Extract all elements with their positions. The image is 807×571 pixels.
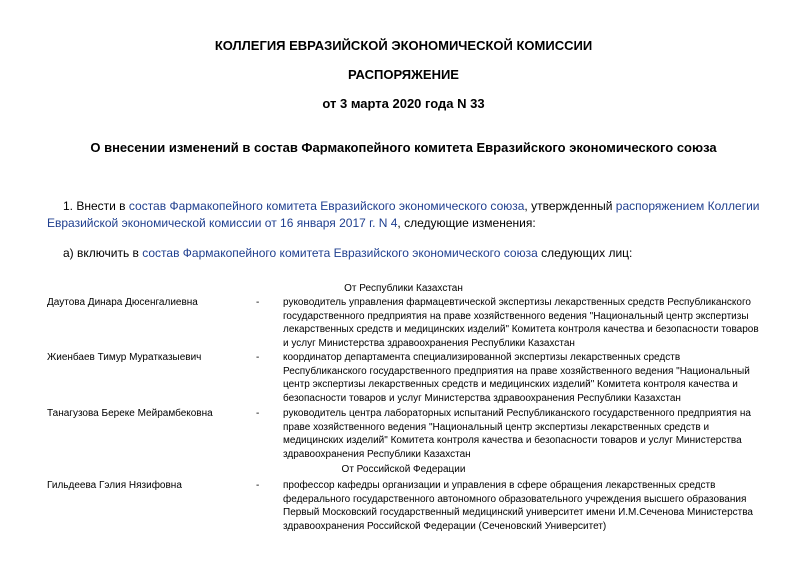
country-heading-russia: От Российской Федерации [341,464,466,475]
paragraph-2-text-b: следующих лиц: [537,246,633,260]
link-committee-composition-2[interactable]: состав Фармакопейного комитета Евразийского экономического союза [142,246,538,260]
document-title: О внесении изменений в состав Фармакопейного комитета Евразийского экономического союза [90,140,717,155]
country-heading-kazakhstan: От Республики Казахстан [344,283,463,294]
paragraph-1-text-b: , утвержденный [524,199,616,213]
member-position: профессор кафедры организации и управления в сфере обращения лекарственных средств федерального государственного автономного образовательного учреждения высшего образования Первый Московский государственный медицинский университет имени И.М.Сеченова Министерства здравоохранения Российской Федерации (Сеченовский Университет) [283,480,753,532]
member-position: руководитель управления фармацевтической экспертизы лекарственных средств Республиканского государственного предприятия на праве хозяйственного ведения "Национальный центр экспертизы лекарственных средств и медицинских изделий" Комитета контроля качества и безопасности товаров и услуг Министерства здравоохранения Республики Казахстан [283,297,759,349]
paragraph-1-text-a: 1. Внести в [63,199,129,213]
member-dash: - [256,297,260,308]
member-name: Жиенбаев Тимур Муратказыевич [47,352,202,363]
paragraph-2 [63,245,769,262]
paragraph-1-text-c: , следующие изменения: [397,216,536,230]
paragraph-2-text-a: а) включить в [63,246,143,260]
member-position: руководитель центра лабораторных испытаний Республиканского государственного предприятия на праве хозяйственного ведения "Национальный центр экспертизы лекарственных средств и медицинских изделий" Комитета контроля качества и безопасности товаров и услуг Министерства здравоохранения Республики Казахстан [283,408,751,460]
link-committee-composition[interactable]: состав Фармакопейного комитета Евразийского экономического союза [128,199,525,213]
paragraph-1 [47,198,769,232]
member-name: Гильдеева Гэлия Нязифовна [47,480,182,491]
member-position: координатор департамента специализированной экспертизы лекарственных средств Республиканского государственного предприятия на праве хозяйственного ведения "Национальный центр экспертизы лекарственных средств и медицинских изделий" Комитета контроля качества и безопасности товаров и услуг Министерства здравоохранения Республики Казахстан [283,352,750,404]
document-type: РАСПОРЯЖЕНИЕ [348,67,459,82]
link-board-order-2017[interactable]: распоряжением Коллегии Евразийской экономической комиссии от 16 января 2017 г. N 4 [47,199,760,230]
document-date: от 3 марта 2020 года N 33 [322,96,485,111]
member-name: Даутова Динара Дюсенгалиевна [47,297,198,308]
member-name: Танагузова Береке Мейрамбековна [47,408,213,419]
member-dash: - [256,480,260,491]
member-dash: - [256,408,260,419]
org-heading: КОЛЛЕГИЯ ЕВРАЗИЙСКОЙ ЭКОНОМИЧЕСКОЙ КОМИССИИ [214,38,593,53]
member-dash: - [256,352,260,363]
